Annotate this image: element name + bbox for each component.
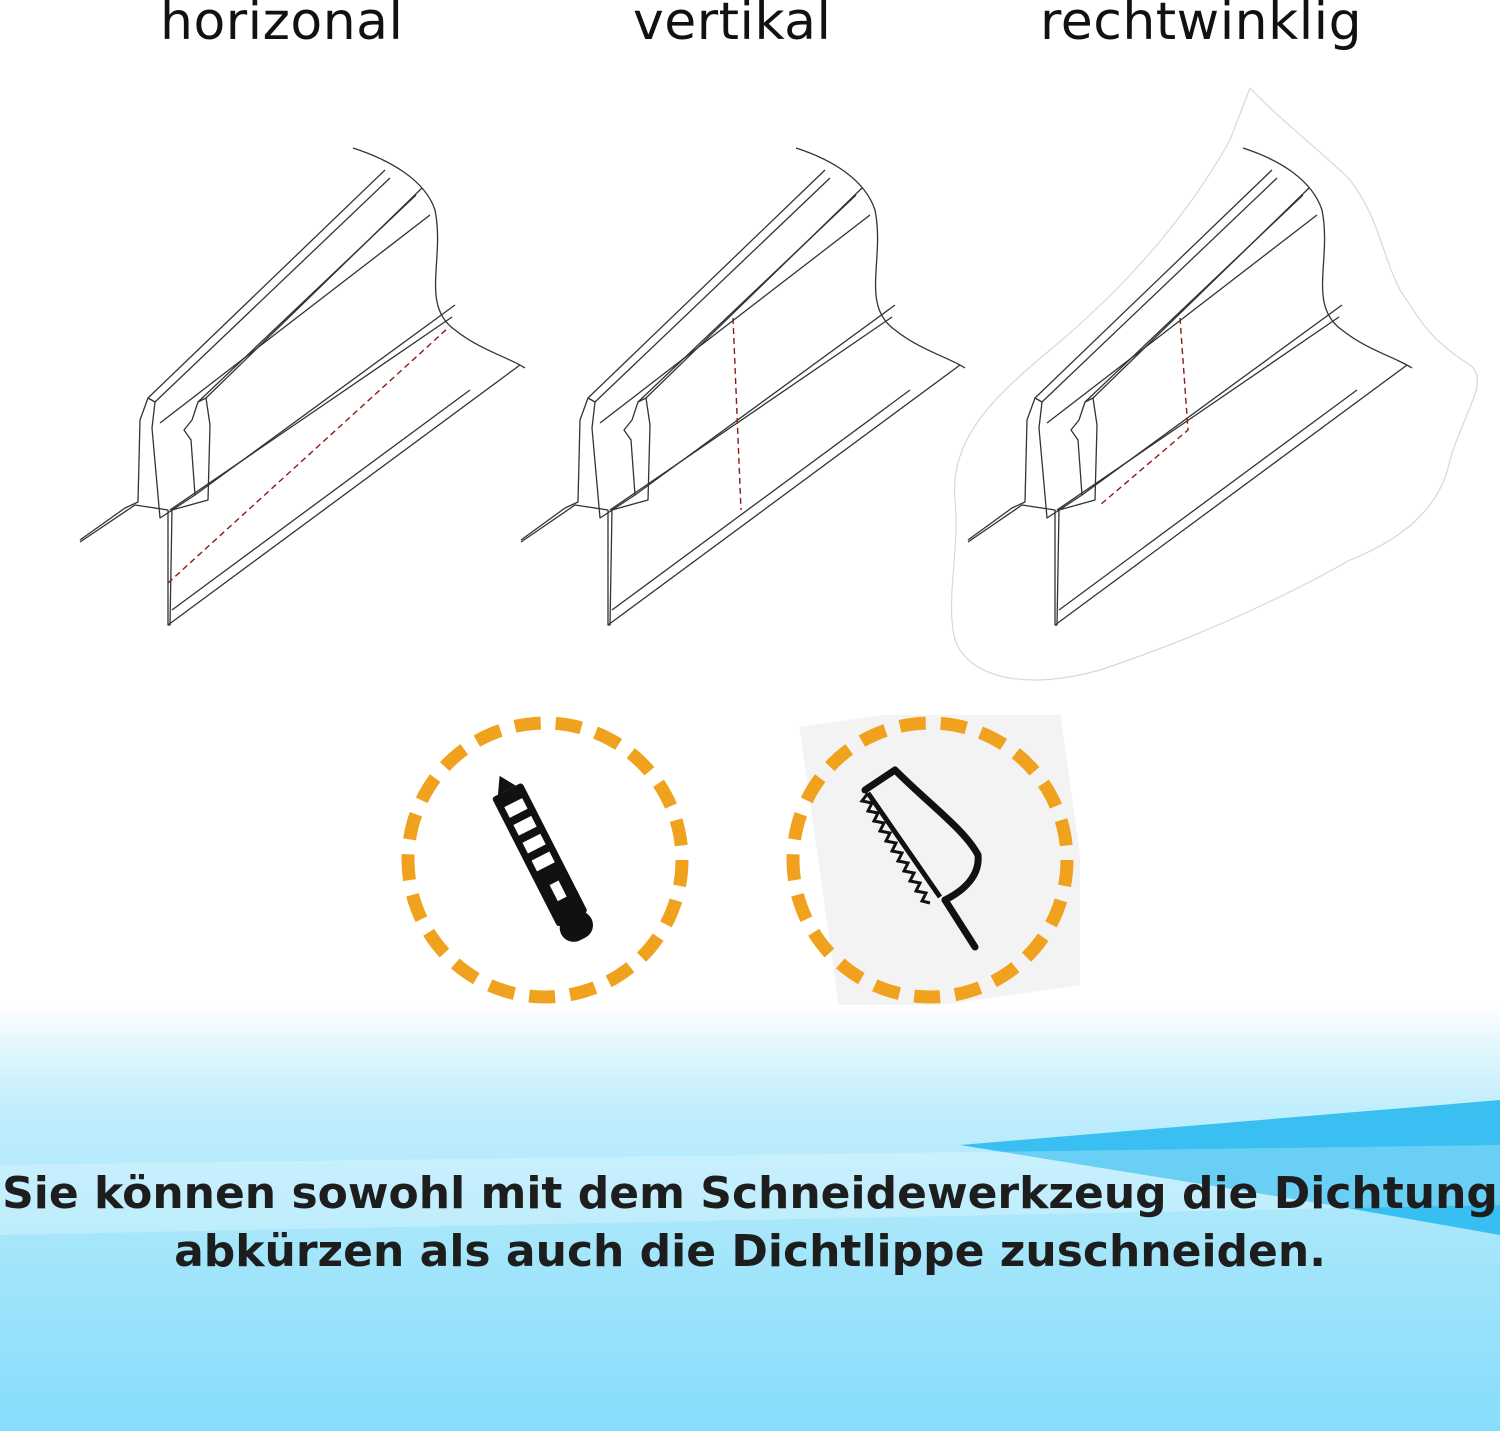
label-horizontal: horizonal [160, 0, 404, 52]
utility-knife-icon [395, 715, 695, 1015]
hacksaw-icon [780, 715, 1080, 1015]
caption-line-1: Sie können sowohl mit dem Schneidewerkzeug die Dichtung [2, 1168, 1498, 1219]
cut-line [733, 318, 741, 510]
caption [0, 1165, 1500, 1281]
label-vertical: vertikal [633, 0, 832, 52]
cut-line [168, 328, 448, 583]
seal-profile-vertical-cut [503, 80, 1003, 680]
seal-profile-horizontal-cut [60, 80, 560, 680]
caption-line-2: abkürzen als auch die Dichtlippe zuschneiden. [174, 1226, 1326, 1277]
seal-profile-right-angle-cut [950, 80, 1500, 700]
label-right-angle: rechtwinklig [1040, 0, 1363, 52]
